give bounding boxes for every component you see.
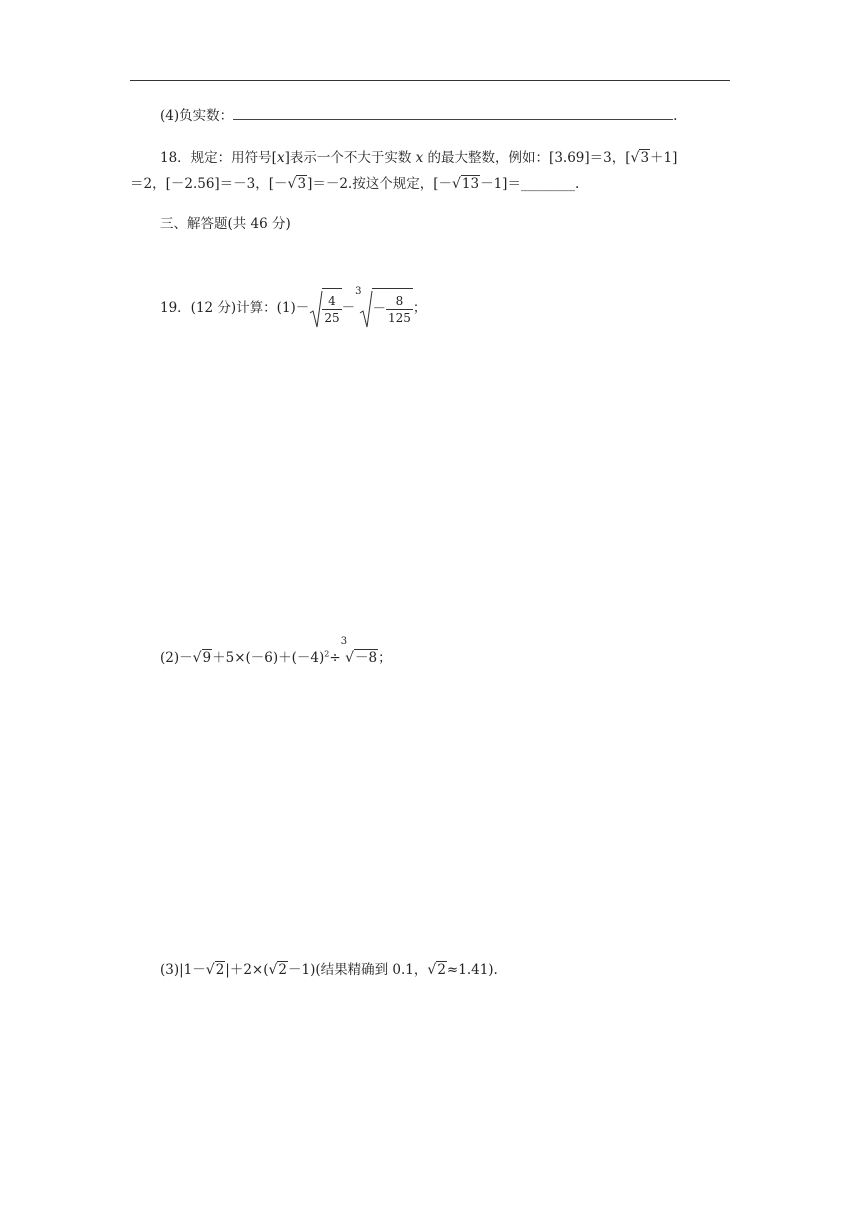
- q19-text: 19．(12 分)计算：(1)－: [160, 300, 310, 316]
- q19-text: ÷: [329, 650, 341, 666]
- fraction-numerator: 8: [386, 293, 413, 310]
- answer-blank[interactable]: [233, 107, 673, 120]
- q19-text: ＋5×(－6)＋(－4): [212, 650, 325, 666]
- root-index: 3: [340, 636, 348, 647]
- cube-root-body: －8: [355, 650, 378, 666]
- q19-text: (3)|1－: [160, 962, 206, 978]
- sqrt-symbol: √3: [630, 150, 650, 166]
- sqrt-body: 3: [297, 176, 307, 192]
- q17-part4-label: (4)负实数：: [160, 108, 234, 124]
- q18-line2: [130, 174, 579, 194]
- q18-text: ＋1]: [650, 150, 678, 166]
- q19-text: (2)－: [160, 650, 193, 666]
- q19-text: ≈1.41).: [446, 962, 498, 978]
- sqrt-symbol: √3: [287, 176, 307, 192]
- q18-text: ]表示一个不大于实数: [284, 150, 416, 166]
- cube-root-body: [372, 288, 412, 329]
- q19-text: －1)(结果精确到 0.1，: [288, 962, 428, 978]
- q19-text: ；: [378, 650, 392, 666]
- fraction-numerator: 4: [322, 293, 341, 310]
- q18-line1: [160, 148, 677, 168]
- q19-part3: [160, 960, 498, 980]
- sqrt-body: 2: [437, 962, 446, 978]
- fraction-denominator: 125: [387, 311, 411, 325]
- sqrt-body: [322, 288, 341, 329]
- sqrt-body: 9: [202, 650, 212, 666]
- q17-part4-end: .: [673, 108, 678, 124]
- cube-root-symbol: √－8: [345, 650, 378, 666]
- q18-text: ]＝－2.按这个规定，[－: [307, 176, 452, 192]
- sqrt-symbol: √2: [205, 962, 225, 978]
- q19-text: －: [372, 301, 386, 317]
- header-rule: [130, 80, 730, 81]
- root-index: 3: [355, 286, 362, 297]
- sqrt-symbol: [309, 289, 323, 329]
- q19-text: －: [341, 300, 356, 316]
- sqrt-body: 3: [640, 150, 650, 166]
- sqrt-symbol: √2: [268, 962, 288, 978]
- q19-text: ；: [412, 300, 427, 316]
- q19-text: |＋2×(: [225, 962, 269, 978]
- q17-part4: [160, 106, 677, 126]
- sqrt-body: 2: [215, 962, 225, 978]
- sqrt-body: 2: [278, 962, 288, 978]
- sqrt-body: 13: [461, 176, 480, 192]
- q18-text: －1]＝________.: [480, 176, 580, 192]
- q19-part2: [160, 632, 392, 668]
- q18-text: 18．规定：用符号[: [160, 150, 277, 166]
- var-x: x: [276, 150, 285, 166]
- sqrt-symbol: √9: [192, 650, 212, 666]
- sqrt-symbol: √13: [451, 176, 480, 192]
- q18-text: 的最大整数，例如：[3.69]＝3，[: [423, 150, 631, 166]
- sqrt-symbol: √2: [427, 962, 446, 978]
- exponent: 2: [324, 649, 330, 659]
- var-x: x: [415, 150, 424, 166]
- cube-root-symbol: [359, 289, 373, 329]
- q19-part1: [160, 272, 426, 329]
- q18-text: ＝2，[－2.56]＝－3，[－: [130, 176, 288, 192]
- fraction-denominator: 25: [324, 311, 340, 325]
- fraction: [386, 293, 413, 326]
- fraction: [322, 293, 341, 326]
- section-title: 三、解答题(共 46 分): [160, 216, 291, 232]
